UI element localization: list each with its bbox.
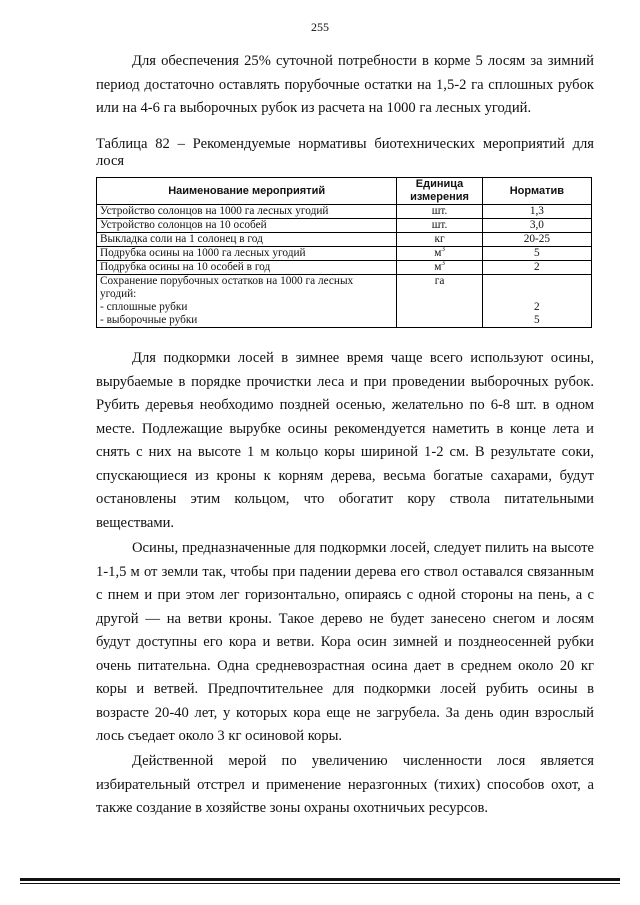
paragraph-conclusion: Действенной мерой по увеличению численности лося является избирательный отстрел и применение неразгонных (тихих) способов охот, а также создание в хозяйстве зоны охраны охотничьих ресурсов. bbox=[96, 753, 594, 816]
norm-value: 2 bbox=[534, 301, 540, 313]
unit-superscript: 3 bbox=[441, 245, 445, 254]
paragraph-intro: Для обеспечения 25% суточной потребности в корме 5 лосям за зимний период достаточно оставлять порубочные остатки на 1,5-2 га сплошных рубок или на 4-6 га выборочных рубок из расчета на 1000 га лесных угодий. bbox=[96, 53, 594, 116]
cell-unit bbox=[397, 219, 482, 233]
unit-text: шт. bbox=[431, 219, 448, 231]
norm-spacer bbox=[486, 288, 588, 301]
cell-name bbox=[97, 275, 397, 328]
cell-norm: 5 bbox=[482, 247, 591, 261]
cell-unit bbox=[397, 205, 482, 219]
unit-text: шт. bbox=[431, 205, 448, 217]
cell-name-line: - сплошные рубки bbox=[100, 301, 188, 313]
table-row bbox=[97, 261, 592, 275]
cell-name: Устройство солонцов на 1000 га лесных угодий bbox=[97, 205, 397, 219]
header-unit-line2: измерения bbox=[410, 191, 469, 203]
unit-text: м bbox=[434, 247, 442, 259]
cell-name-line: - выборочные рубки bbox=[100, 314, 198, 326]
paragraph-aspen-cutting: Осины, предназначенные для подкормки лосей, следует пилить на высоте 1-1,5 м от земли так, чтобы при падении дерева его ствол оставался связанным с пнем и при этом лег горизонтально, опираясь с одной стороны на пень, а с другой — на ветви кроны. Такое дерево не будет занесено снегом и лосям будут доступны его кора и ветви. Кора осин зимней и позднеосенней рубки очень питательна. Одна средневозрастная осина дает в среднем около 20 кг коры и ветвей. Предпочтительнее для подкормки лосей рубить осины в возрасте 20-40 лет, у которых кора еще не загрубела. За день один взрослый лось съедает около 3 кг осиновой коры. bbox=[96, 540, 594, 744]
header-norm: Норматив bbox=[482, 178, 591, 205]
unit-text: га bbox=[434, 275, 445, 287]
unit-text: кг bbox=[434, 233, 445, 245]
cell-name: Устройство солонцов на 10 особей bbox=[97, 219, 397, 233]
cell-norm: 2 bbox=[482, 261, 591, 275]
header-unit-line1: Единица bbox=[415, 178, 464, 190]
norm-value: 5 bbox=[534, 314, 540, 326]
cell-norm: 3,0 bbox=[482, 219, 591, 233]
cell-name-line: Сохранение порубочных остатков на 1000 га лесных bbox=[100, 275, 354, 287]
table-header-row bbox=[97, 178, 592, 205]
cell-norm: 1,3 bbox=[482, 205, 591, 219]
table-row bbox=[97, 247, 592, 261]
paragraph-aspen-feeding: Для подкормки лосей в зимнее время чаще всего используют осины, вырубаемые в порядке прочистки леса и при проведении выборочных рубок. Рубить деревья необходимо поздней осенью, желательно по 6-8 шт. в одном месте. Подлежащие вырубке осины рекомендуется наметить в конце лета и снять с них на высоте 1 м кольцо коры шириной 1-2 см. В результате соки, спускающиеся из кроны к корням дерева, весьма богатые сахарами, будут остановлены этим кольцом, что обогатит кору ствола питательными веществами. bbox=[96, 350, 594, 531]
cell-name: Подрубка осины на 1000 га лесных угодий bbox=[97, 247, 397, 261]
cell-name: Подрубка осины на 10 особей в год bbox=[97, 261, 397, 275]
norms-table bbox=[96, 177, 592, 328]
cell-unit bbox=[397, 275, 482, 328]
unit-text: м bbox=[434, 261, 442, 273]
cell-unit bbox=[397, 233, 482, 247]
table-row bbox=[97, 219, 592, 233]
footer-rule-thick bbox=[20, 878, 620, 881]
table-row bbox=[97, 275, 592, 328]
footer-rule-thin bbox=[20, 883, 620, 884]
table-caption: Таблица 82 – Рекомендуемые нормативы биотехнических мероприятий для лося bbox=[96, 136, 594, 169]
cell-name: Выкладка соли на 1 солонец в год bbox=[97, 233, 397, 247]
table-row bbox=[97, 233, 592, 247]
header-unit bbox=[397, 178, 482, 205]
cell-norm: 20-25 bbox=[482, 233, 591, 247]
cell-name-line: угодий: bbox=[100, 288, 137, 300]
cell-unit bbox=[397, 247, 482, 261]
cell-norm bbox=[482, 275, 591, 328]
unit-superscript: 3 bbox=[441, 259, 445, 268]
table-row bbox=[97, 205, 592, 219]
header-name: Наименование мероприятий bbox=[97, 178, 397, 205]
cell-unit bbox=[397, 261, 482, 275]
page-number: 255 bbox=[311, 20, 329, 34]
norm-spacer bbox=[486, 275, 588, 288]
